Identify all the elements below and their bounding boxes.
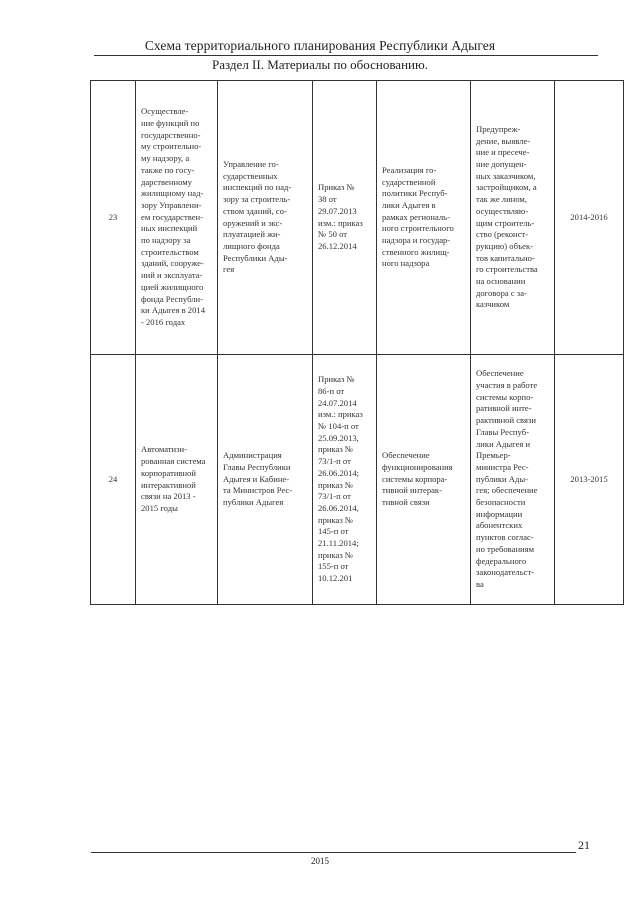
order-cell: Приказ № 86-п от 24.07.2014 изм.: приказ № 104-п от 25.09.2013, приказ № 73/1-п от 26.06.2014; приказ № 73/1-п от 26.06.2014, приказ № 145-п от 21.11.2014; приказ № 155-п от 10.12.201 xyxy=(313,355,377,605)
section-subtitle: Раздел II. Материалы по обоснованию. xyxy=(212,57,428,72)
header-divider xyxy=(94,55,598,56)
executor-cell: Администрация Главы Республики Адыгея и Кабине- та Министров Рес- публики Адыгея xyxy=(218,355,313,605)
measures-table xyxy=(90,80,624,605)
table-row xyxy=(91,355,624,605)
period-cell: 2013-2015 xyxy=(555,355,624,605)
executor-cell: Управление го- сударственных инспекций по над- зору за строитель- ством зданий, со- оружений и экс- плуатацией жи- лищного фонда Республики Ады- гея xyxy=(218,81,313,355)
tasks-cell: Обеспечение участия в работе системы корпо- ративной инте- рактивной связи Главы Респуб- лики Адыгея и Премьер- министра Рес- публики Ады- гея; обеспечение безопасности информации абонентских пунктов соглас- но требованиям федерального законодательст- ва xyxy=(471,355,555,605)
table-row xyxy=(91,81,624,355)
footer-divider xyxy=(91,852,576,853)
tasks-cell: Предупреж- дение, выявле- ние и пресече- ние допущен- ных заказчиком, застройщиком, а так же лином, осуществляю- щим строитель- ство (реконст- рукцию) объек- тов капитально- го строительства на основании договора с за- казчиком xyxy=(471,81,555,355)
order-cell: Приказ № 38 от 29.07.2013 изм.: приказ № 50 от 26.12.2014 xyxy=(313,81,377,355)
function-cell: Осуществле- ние функций по государственно- му строительно- му надзору, а также по госу- дарственному жилищному над- зору Управлени- ем государствен- ных инспекций по надзору за строительством зданий, сооруже- ний и эксплуата- цией жилищного фонда Республи- ки Адыгея в 2014 - 2016 годах xyxy=(136,81,218,355)
row-number: 23 xyxy=(91,81,136,355)
function-cell: Автоматизи- рованная система корпоративной интерактивной связи на 2013 - 2015 годы xyxy=(136,355,218,605)
row-number: 24 xyxy=(91,355,136,605)
footer-year: 2015 xyxy=(311,856,329,866)
period-cell: 2014-2016 xyxy=(555,81,624,355)
purpose-cell: Реализация го- сударственной политики Респуб- лики Адыгея в рамках региональ- ного строительного надзора и государ- ственного жилищ- ного надзора xyxy=(377,81,471,355)
purpose-cell: Обеспечение функционирования системы корпора- тивной интерак- тивной связи xyxy=(377,355,471,605)
document-title: Схема территориального планирования Республики Адыгея xyxy=(144,38,496,53)
page-number: 21 xyxy=(578,838,590,852)
